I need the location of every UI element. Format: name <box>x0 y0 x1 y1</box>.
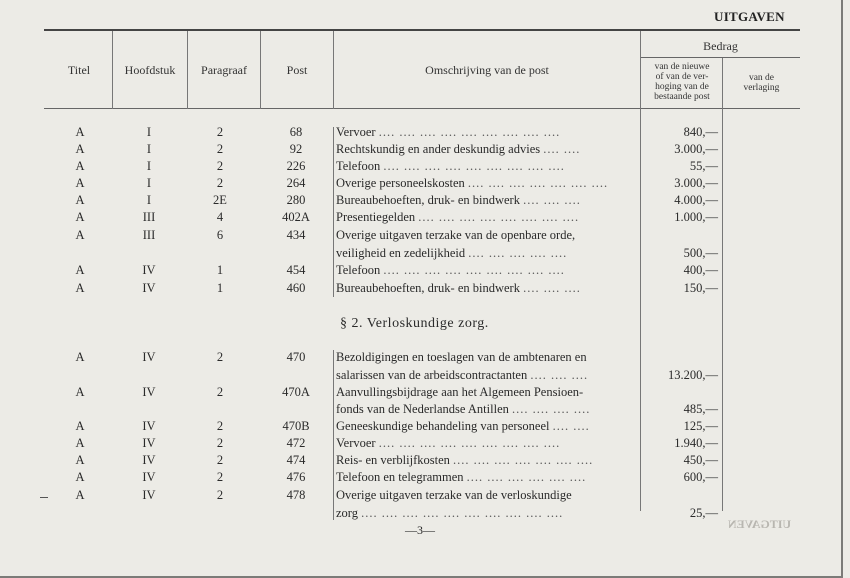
leader-dots: .... .... .... .... .... .... .... .... .... <box>383 263 565 277</box>
cell-paragraaf: 1 <box>216 263 224 277</box>
cell-hoofdstuk: IV <box>142 263 156 277</box>
table-row <box>0 159 850 175</box>
col-header-verlaging <box>723 73 800 93</box>
desc-text: fonds van de Nederlandse Antillen <box>336 402 509 416</box>
leader-dots: .... .... .... .... .... .... .... <box>453 453 594 467</box>
table-row <box>0 246 850 262</box>
table-row <box>0 506 850 522</box>
desc-text: salarissen van de arbeidscontractanten <box>336 368 528 382</box>
desc-text: Geneeskundige behandeling van personeel <box>336 419 550 433</box>
cell-titel: A <box>75 385 85 399</box>
page-number: —3— <box>405 523 435 537</box>
cell-omschrijving <box>336 246 640 261</box>
cell-paragraaf: 2 <box>216 470 224 484</box>
cell-hoofdstuk: IV <box>142 419 156 433</box>
cell-omschrijving <box>336 385 640 400</box>
desc-text: zorg <box>336 506 358 520</box>
cell-bedrag: 3.000,— <box>674 176 718 190</box>
table-row <box>0 228 850 244</box>
cell-hoofdstuk: I <box>146 142 152 156</box>
cell-omschrijving <box>336 350 640 365</box>
table-row <box>0 125 850 141</box>
cell-hoofdstuk: I <box>146 176 152 190</box>
desc-text: Presentiegelden <box>336 210 416 224</box>
cell-paragraaf: 2 <box>216 488 224 502</box>
table-row <box>0 368 850 384</box>
cell-titel: A <box>75 193 85 207</box>
desc-text: Bezoldigingen en toeslagen van de ambtenaren en <box>336 350 587 364</box>
cell-hoofdstuk: III <box>142 228 156 242</box>
page-title: UITGAVEN <box>714 9 785 24</box>
cell-post: 68 <box>289 125 303 139</box>
leader-dots: .... .... .... <box>523 193 581 207</box>
cell-paragraaf: 2 <box>216 350 224 364</box>
col-header-nieuwe-line-4: bestaande post <box>654 92 710 102</box>
cell-hoofdstuk: I <box>146 125 152 139</box>
col-header-nieuwe-line-3: hoging van de <box>655 82 709 92</box>
desc-text: Overige uitgaven terzake van de openbare orde, <box>336 228 576 242</box>
cell-titel: A <box>75 125 85 139</box>
cell-paragraaf: 2 <box>216 453 224 467</box>
cell-omschrijving <box>336 470 640 485</box>
cell-paragraaf: 6 <box>216 228 224 242</box>
cell-post: 472 <box>286 436 306 450</box>
table-row <box>0 142 850 158</box>
cell-omschrijving <box>336 488 640 503</box>
cell-hoofdstuk: III <box>142 210 156 224</box>
margin-mark <box>40 497 48 498</box>
cell-omschrijving <box>336 176 640 191</box>
table-row <box>0 488 850 504</box>
cell-titel: A <box>75 488 85 502</box>
table-row <box>0 193 850 209</box>
cell-hoofdstuk: I <box>146 193 152 207</box>
cell-hoofdstuk: IV <box>142 470 156 484</box>
table-row <box>0 419 850 435</box>
cell-omschrijving <box>336 453 640 468</box>
table-row <box>0 453 850 469</box>
leader-dots: .... .... .... .... .... .... .... .... <box>418 210 580 224</box>
col-header-bedrag: Bedrag <box>703 39 738 53</box>
cell-omschrijving <box>336 436 640 451</box>
desc-text: Overige personeelskosten <box>336 176 465 190</box>
cell-titel: A <box>75 142 85 156</box>
table-row <box>0 436 850 452</box>
cell-titel: A <box>75 228 85 242</box>
cell-paragraaf: 2 <box>216 159 224 173</box>
cell-titel: A <box>75 453 85 467</box>
col-header-titel: Titel <box>67 63 91 77</box>
cell-omschrijving <box>336 210 640 225</box>
cell-post: 474 <box>286 453 306 467</box>
cell-omschrijving <box>336 402 640 417</box>
cell-titel: A <box>75 470 85 484</box>
cell-paragraaf: 2 <box>216 176 224 190</box>
leader-dots: .... .... .... .... .... <box>468 246 568 260</box>
leader-dots: .... .... .... .... .... .... .... .... .... .... <box>361 506 564 520</box>
cell-omschrijving <box>336 263 640 278</box>
desc-text: Bureaubehoeften, druk- en bindwerk <box>336 281 520 295</box>
table-row <box>0 470 850 486</box>
leader-dots: .... .... .... .... .... .... .... .... .... <box>378 125 561 139</box>
cell-bedrag: 500,— <box>683 246 718 260</box>
cell-omschrijving <box>336 142 640 157</box>
cell-titel: A <box>75 350 85 364</box>
cell-bedrag: 600,— <box>683 470 718 484</box>
desc-text: Aanvullingsbijdrage aan het Algemeen Pensioen- <box>336 385 584 399</box>
cell-omschrijving <box>336 419 640 434</box>
cell-bedrag: 125,— <box>683 419 718 433</box>
cell-hoofdstuk: IV <box>142 385 156 399</box>
cell-titel: A <box>75 281 85 295</box>
bedrag-rule <box>641 57 800 58</box>
cell-omschrijving <box>336 159 640 174</box>
cell-titel: A <box>75 436 85 450</box>
table-row <box>0 176 850 192</box>
cell-post: 470A <box>282 385 310 399</box>
col-header-nieuwe <box>642 62 722 102</box>
cell-omschrijving <box>336 368 640 383</box>
leader-dots: .... .... .... .... .... .... .... .... .... <box>378 436 561 450</box>
table-row <box>0 210 850 226</box>
col-header-paragraaf: Paragraaf <box>201 63 247 77</box>
cell-post: 470B <box>282 419 310 433</box>
cell-bedrag: 3.000,— <box>674 142 718 156</box>
cell-bedrag: 840,— <box>683 125 718 139</box>
leader-dots: .... .... <box>543 142 581 156</box>
cell-post: 476 <box>286 470 306 484</box>
leader-dots: .... .... .... .... .... .... <box>466 470 587 484</box>
cell-omschrijving <box>336 193 640 208</box>
cell-paragraaf: 2 <box>216 419 224 433</box>
cell-bedrag: 400,— <box>683 263 718 277</box>
cell-post: 226 <box>286 159 306 173</box>
col-header-hoofdstuk: Hoofdstuk <box>124 63 176 77</box>
cell-post: 454 <box>286 263 306 277</box>
leader-dots: .... .... .... .... .... .... .... .... .... <box>383 159 565 173</box>
cell-bedrag: 1.940,— <box>674 436 718 450</box>
leader-dots: .... .... .... .... <box>512 402 591 416</box>
cell-hoofdstuk: IV <box>142 350 156 364</box>
desc-text: Vervoer <box>336 436 376 450</box>
desc-text: Reis- en verblijfkosten <box>336 453 450 467</box>
desc-text: Rechtskundig en ander deskundig advies <box>336 142 541 156</box>
desc-text: Telefoon en telegrammen <box>336 470 464 484</box>
table-row <box>0 263 850 279</box>
col-header-nieuwe-line-1: van de nieuwe <box>654 62 710 72</box>
cell-post: 470 <box>286 350 306 364</box>
cell-paragraaf: 2E <box>213 193 227 207</box>
cell-post: 434 <box>286 228 306 242</box>
leader-dots: .... .... <box>552 419 590 433</box>
cell-post: 478 <box>286 488 306 502</box>
cell-post: 264 <box>286 176 306 190</box>
desc-text: Telefoon <box>336 263 381 277</box>
cell-omschrijving <box>336 228 640 243</box>
cell-paragraaf: 2 <box>216 142 224 156</box>
top-rule <box>44 29 800 31</box>
cell-post: 280 <box>286 193 306 207</box>
header-bottom-rule <box>44 108 800 109</box>
cell-hoofdstuk: I <box>146 159 152 173</box>
cell-post: 402A <box>282 210 310 224</box>
table-row <box>0 402 850 418</box>
desc-text: Vervoer <box>336 125 376 139</box>
col-header-post: Post <box>286 63 308 77</box>
cell-titel: A <box>75 419 85 433</box>
cell-bedrag: 4.000,— <box>674 193 718 207</box>
desc-text: Overige uitgaven terzake van de verloskundige <box>336 488 572 502</box>
cell-titel: A <box>75 263 85 277</box>
leader-dots: .... .... .... <box>530 368 589 382</box>
cell-bedrag: 150,— <box>683 281 718 295</box>
cell-bedrag: 13.200,— <box>668 368 718 382</box>
table-row <box>0 350 850 366</box>
cell-bedrag: 25,— <box>689 506 718 520</box>
desc-text: veiligheid en zedelijkheid <box>336 246 466 260</box>
cell-paragraaf: 2 <box>216 436 224 450</box>
cell-bedrag: 485,— <box>683 402 718 416</box>
col-header-verlaging-line-2: verlaging <box>743 83 780 93</box>
cell-hoofdstuk: IV <box>142 488 156 502</box>
cell-bedrag: 55,— <box>689 159 718 173</box>
cell-omschrijving <box>336 506 640 521</box>
cell-titel: A <box>75 176 85 190</box>
cell-hoofdstuk: IV <box>142 281 156 295</box>
table-row <box>0 385 850 401</box>
cell-bedrag: 1.000,— <box>674 210 718 224</box>
bleed-through-text: UITGAVEN <box>728 517 792 531</box>
desc-text: Bureaubehoeften, druk- en bindwerk <box>336 193 520 207</box>
leader-dots: .... .... .... .... .... .... .... <box>467 176 609 190</box>
cell-hoofdstuk: IV <box>142 453 156 467</box>
cell-omschrijving <box>336 281 640 296</box>
cell-titel: A <box>75 159 85 173</box>
cell-post: 92 <box>289 142 303 156</box>
cell-paragraaf: 2 <box>216 125 224 139</box>
leader-dots: .... .... .... <box>523 281 581 295</box>
col-header-nieuwe-line-2: of van de ver- <box>655 72 709 82</box>
cell-omschrijving <box>336 125 640 140</box>
col-header-verlaging-line-1: van de <box>748 73 775 83</box>
cell-paragraaf: 4 <box>216 210 224 224</box>
cell-paragraaf: 1 <box>216 281 224 295</box>
desc-text: Telefoon <box>336 159 381 173</box>
table-row <box>0 281 850 297</box>
cell-hoofdstuk: IV <box>142 436 156 450</box>
col-header-omschrijving: Omschrijving van de post <box>425 63 549 77</box>
cell-post: 460 <box>286 281 306 295</box>
cell-paragraaf: 2 <box>216 385 224 399</box>
cell-bedrag: 450,— <box>683 453 718 467</box>
cell-titel: A <box>75 210 85 224</box>
section-heading: § 2. Verloskundige zorg. <box>340 316 489 331</box>
